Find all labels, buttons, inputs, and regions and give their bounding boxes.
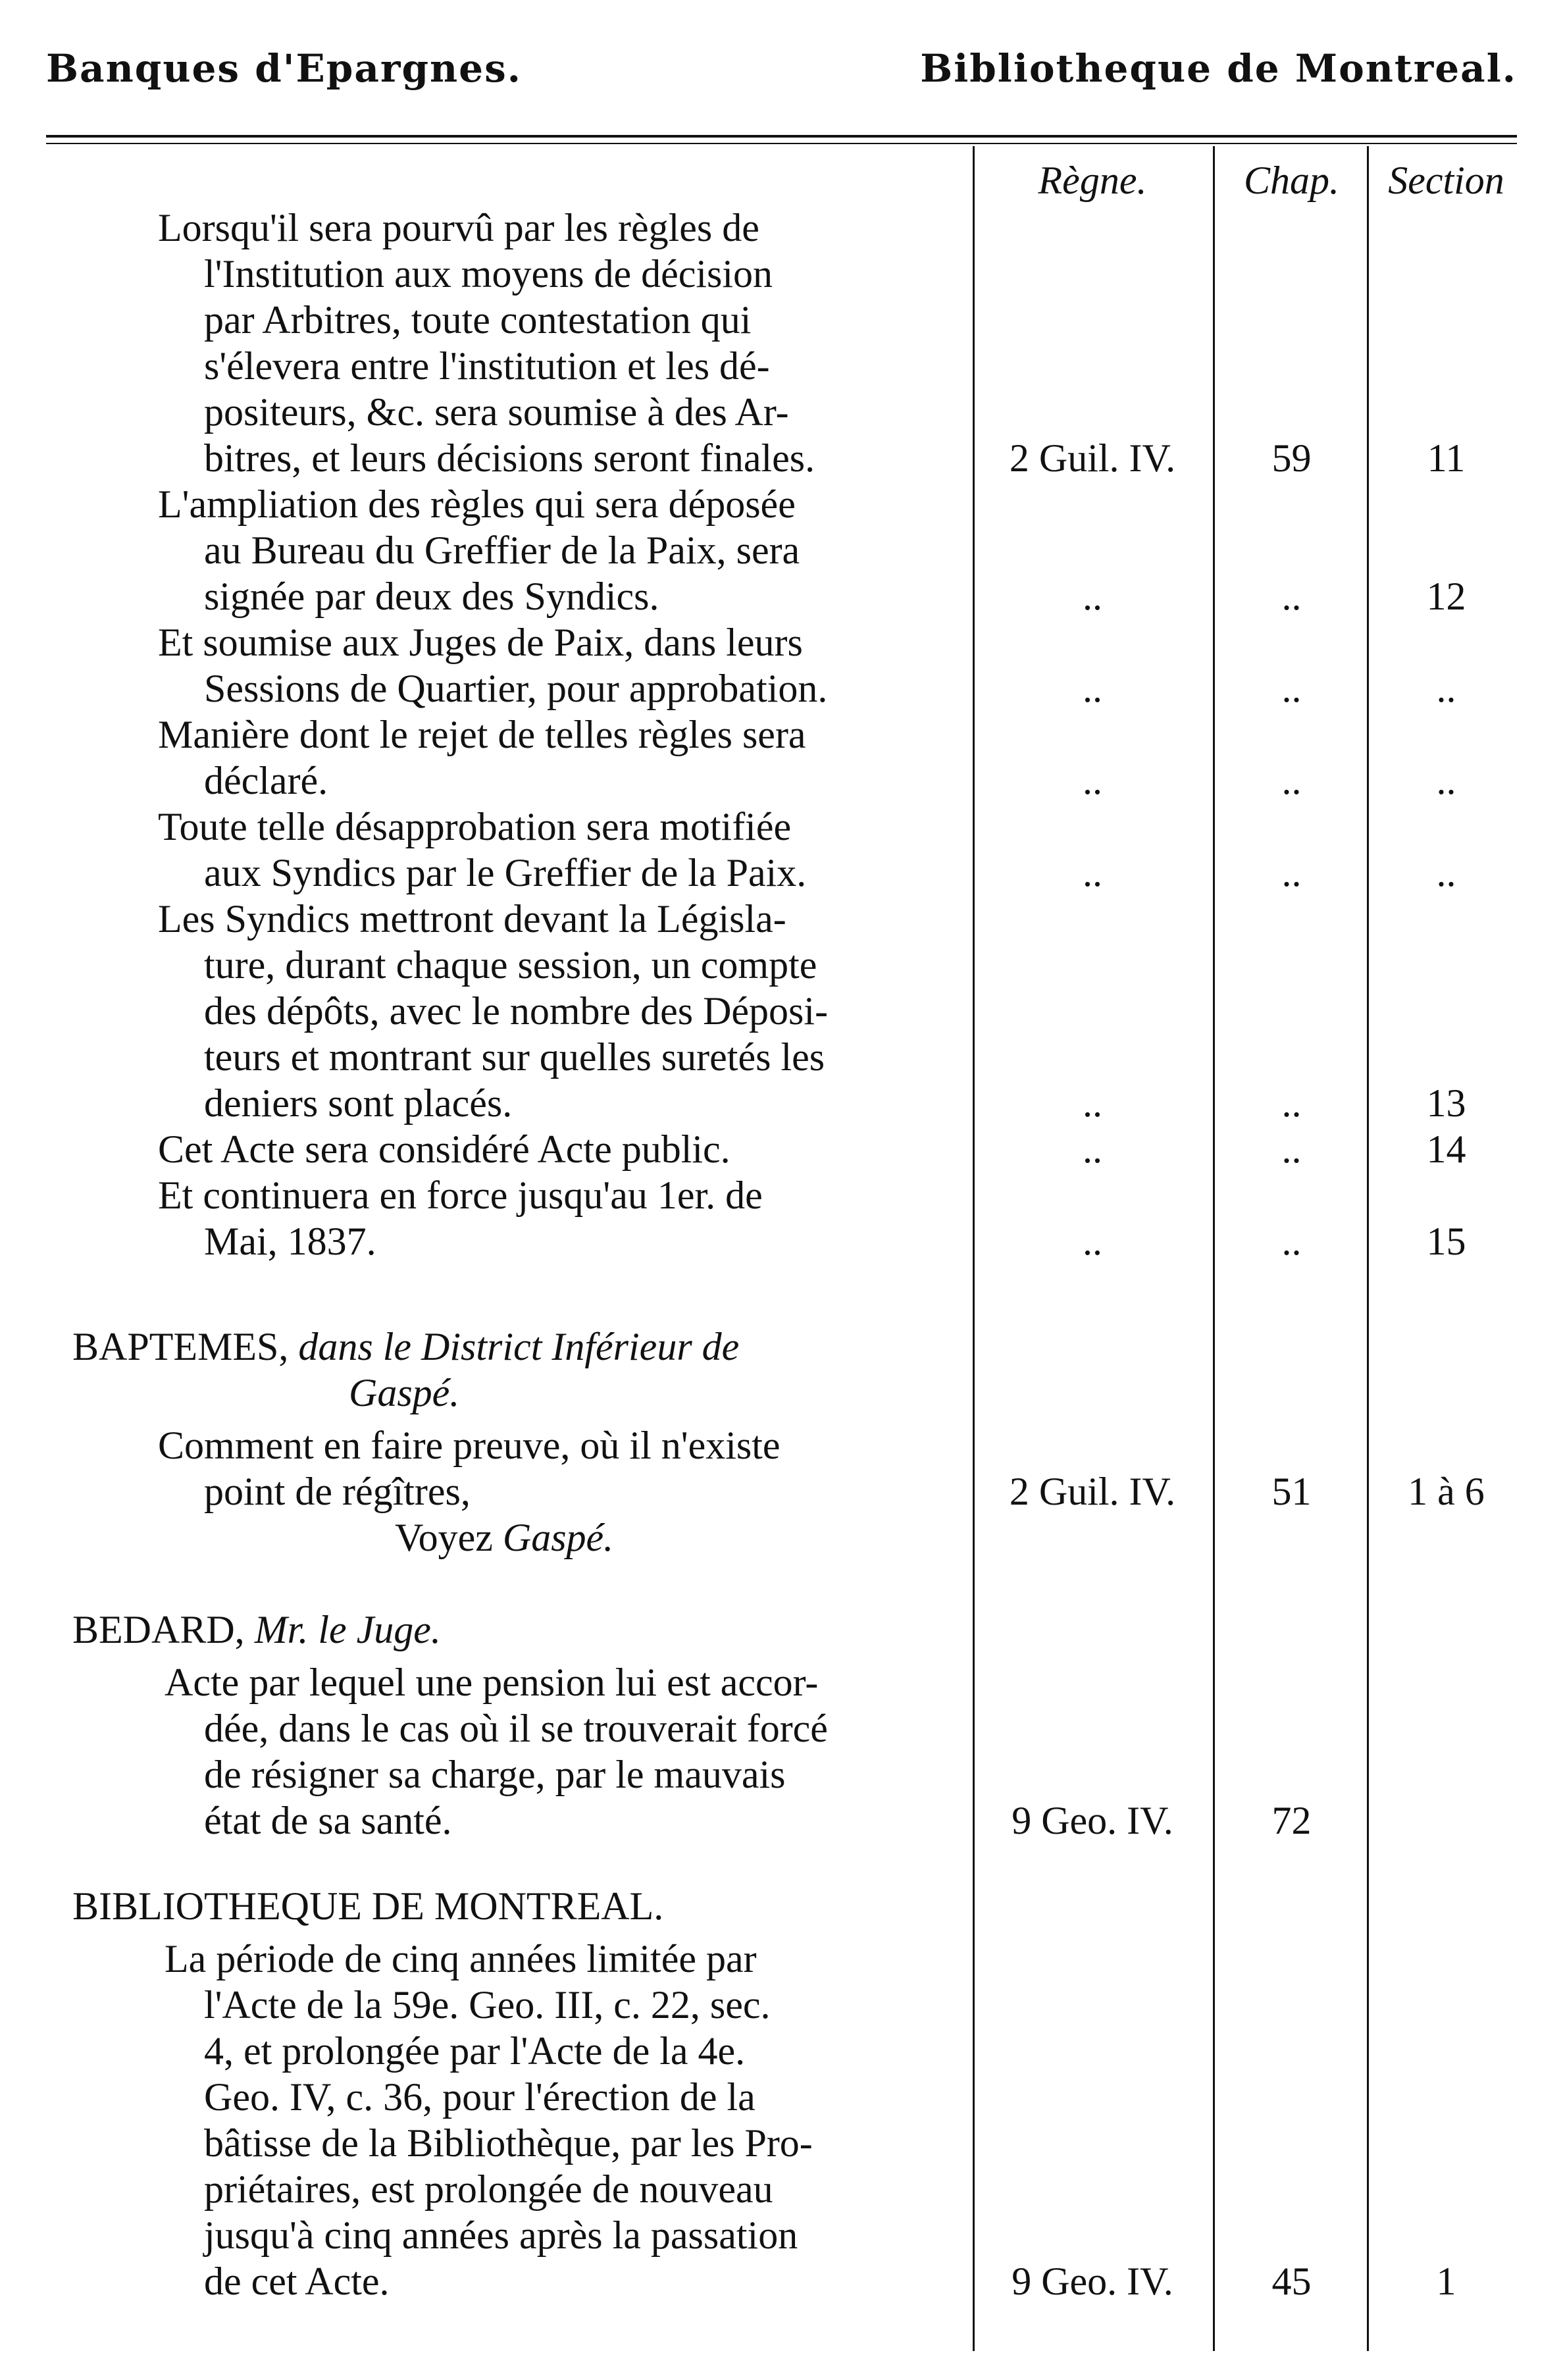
ref-section: 14 bbox=[1426, 1127, 1466, 1171]
ref-section: .. bbox=[1436, 667, 1456, 710]
heading-main: BEDARD, bbox=[72, 1608, 245, 1651]
text-line: Lorsqu'il sera pourvû par les règles de bbox=[158, 206, 759, 249]
ref-section: .. bbox=[1436, 759, 1456, 802]
ref-regne: .. bbox=[1083, 851, 1102, 894]
ref-section: 1 à 6 bbox=[1408, 1470, 1485, 1513]
ref-chap: 72 bbox=[1271, 1799, 1312, 1842]
ref-section: 15 bbox=[1426, 1220, 1466, 1263]
text-line: Toute telle désapprobation sera motifiée bbox=[158, 805, 792, 848]
text-line: l'Institution aux moyens de décision bbox=[204, 252, 773, 296]
text-line: Cet Acte sera considéré Acte public. bbox=[158, 1127, 730, 1171]
ref-chap: .. bbox=[1281, 1081, 1302, 1125]
column-heading-chap: Chap. bbox=[1243, 159, 1340, 202]
text-line: Et continuera en force jusqu'au 1er. de bbox=[158, 1174, 763, 1217]
header-rule bbox=[46, 135, 1517, 138]
heading-main: BAPTEMES, bbox=[72, 1325, 289, 1368]
column-rule-chap bbox=[1367, 146, 1369, 2351]
ref-regne: 9 Geo. IV. bbox=[1012, 2260, 1173, 2303]
text-line: La période de cinq années limitée par bbox=[165, 1937, 757, 1980]
ref-section: 12 bbox=[1426, 575, 1466, 618]
header-rule-thin bbox=[46, 143, 1517, 144]
see-prefix: Voyez bbox=[395, 1516, 493, 1559]
text-line: Acte par lequel une pension lui est accor- bbox=[165, 1661, 819, 1704]
text-line: bitres, et leurs décisions seront finales. bbox=[204, 436, 815, 480]
ref-chap: 51 bbox=[1271, 1470, 1312, 1513]
text-line: aux Syndics par le Greffier de la Paix. bbox=[204, 851, 807, 894]
text-line: Comment en faire preuve, où il n'existe bbox=[158, 1424, 781, 1467]
text-line: l'Acte de la 59e. Geo. III, c. 22, sec. bbox=[204, 1983, 771, 2027]
text-line: 4, et prolongée par l'Acte de la 4e. bbox=[204, 2029, 746, 2073]
text-line: des dépôts, avec le nombre des Déposi- bbox=[204, 989, 829, 1033]
ref-regne: .. bbox=[1083, 1127, 1102, 1171]
text-line: Et soumise aux Juges de Paix, dans leurs bbox=[158, 621, 803, 664]
column-heading-regne: Règne. bbox=[1038, 159, 1147, 202]
text-line: bâtisse de la Bibliothèque, par les Pro- bbox=[204, 2121, 813, 2165]
ref-regne: .. bbox=[1083, 759, 1102, 802]
ref-chap: .. bbox=[1281, 1127, 1302, 1171]
ref-regne: .. bbox=[1083, 575, 1102, 618]
running-head bbox=[46, 46, 1517, 105]
entry-heading-bibliotheque bbox=[72, 1884, 663, 1928]
running-head-right: Bibliotheque de Montreal. bbox=[920, 46, 1517, 91]
ref-chap: 59 bbox=[1271, 436, 1312, 480]
text-line: priétaires, est prolongée de nouveau bbox=[204, 2167, 773, 2211]
ref-section: 13 bbox=[1426, 1081, 1466, 1125]
ref-regne: 2 Guil. IV. bbox=[1009, 436, 1176, 480]
heading-qualifier: Gaspé. bbox=[349, 1371, 460, 1414]
text-line: dée, dans le cas où il se trouverait forcé bbox=[204, 1707, 828, 1750]
text-line: état de sa santé. bbox=[204, 1799, 452, 1842]
text-line: au Bureau du Greffier de la Paix, sera bbox=[204, 529, 800, 572]
text-line: s'élevera entre l'institution et les dé- bbox=[204, 344, 770, 388]
running-head-left: Banques d'Epargnes. bbox=[46, 46, 522, 91]
ref-chap: .. bbox=[1281, 851, 1302, 894]
heading-qualifier: Mr. le Juge. bbox=[254, 1608, 441, 1651]
text-line: L'ampliation des règles qui sera déposée bbox=[158, 482, 796, 526]
text-line: jusqu'à cinq années après la passation bbox=[204, 2213, 798, 2257]
cross-reference bbox=[395, 1515, 613, 1560]
ref-regne: 2 Guil. IV. bbox=[1009, 1470, 1176, 1513]
heading-main: BIBLIOTHEQUE DE MONTREAL. bbox=[72, 1884, 664, 1928]
ref-chap: .. bbox=[1281, 575, 1302, 618]
text-line: par Arbitres, toute contestation qui bbox=[204, 298, 752, 342]
text-line: Geo. IV, c. 36, pour l'érection de la bbox=[204, 2075, 756, 2119]
column-heading-section: Section bbox=[1388, 159, 1504, 202]
ref-regne: .. bbox=[1083, 1081, 1102, 1125]
ref-chap: 45 bbox=[1271, 2260, 1312, 2303]
text-line: de résigner sa charge, par le mauvais bbox=[204, 1753, 786, 1796]
column-rule-text bbox=[973, 146, 975, 2351]
text-line: de cet Acte. bbox=[204, 2260, 390, 2303]
ref-section: 1 bbox=[1436, 2260, 1456, 2303]
text-line: Sessions de Quartier, pour approbation. bbox=[204, 667, 828, 710]
text-line: positeurs, &c. sera soumise à des Ar- bbox=[204, 390, 789, 434]
text-line: deniers sont placés. bbox=[204, 1081, 513, 1125]
heading-continuation bbox=[349, 1370, 459, 1415]
text-line: ture, durant chaque session, un compte bbox=[204, 943, 817, 987]
ref-chap: .. bbox=[1281, 759, 1302, 802]
ref-regne: .. bbox=[1083, 667, 1102, 710]
see-target: Gaspé. bbox=[502, 1516, 614, 1559]
heading-qualifier: dans le District Inférieur de bbox=[298, 1325, 740, 1368]
text-line: Manière dont le rejet de telles règles sera bbox=[158, 713, 806, 756]
entry-heading-bedard bbox=[72, 1607, 441, 1652]
text-line: Les Syndics mettront devant la Législa- bbox=[158, 897, 786, 941]
ref-section: 11 bbox=[1427, 436, 1466, 480]
ref-regne: 9 Geo. IV. bbox=[1012, 1799, 1173, 1842]
ref-section: .. bbox=[1436, 851, 1456, 894]
text-line: signée par deux des Syndics. bbox=[204, 575, 659, 618]
text-line: teurs et montrant sur quelles suretés les bbox=[204, 1035, 825, 1079]
entry-heading-baptemes bbox=[72, 1324, 739, 1369]
ref-regne: .. bbox=[1083, 1220, 1102, 1263]
text-line: Mai, 1837. bbox=[204, 1220, 376, 1263]
text-line: déclaré. bbox=[204, 759, 328, 802]
column-rule-regne bbox=[1213, 146, 1215, 2351]
text-line: point de régîtres, bbox=[204, 1470, 471, 1513]
ref-chap: .. bbox=[1281, 1220, 1302, 1263]
ref-chap: .. bbox=[1281, 667, 1302, 710]
